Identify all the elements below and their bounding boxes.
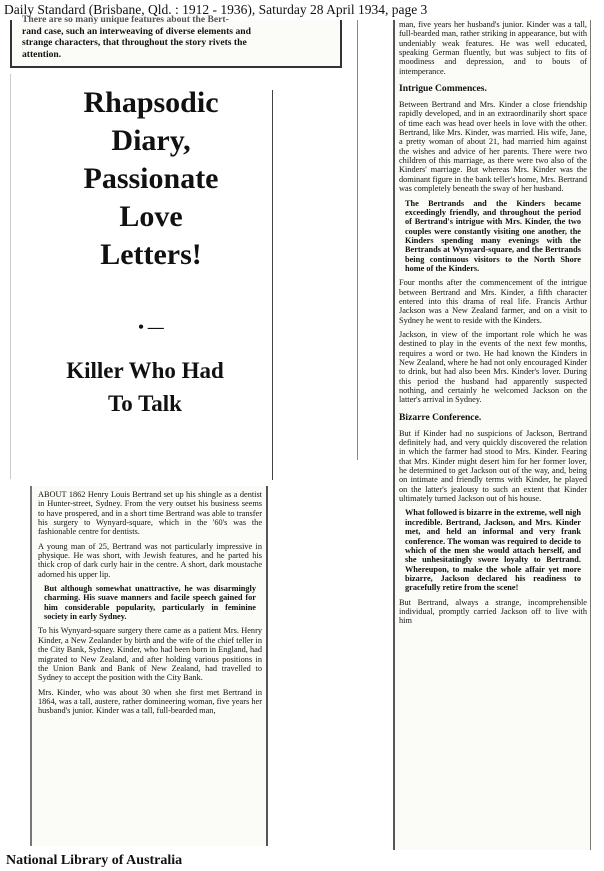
footer-credit: National Library of Australia [6,853,183,868]
headline-line: Diary, [111,124,191,157]
page-header: Daily Standard (Brisbane, Qld. : 1912 - 1936), Saturday 28 April 1934, page 3 [4,2,428,17]
headline-line: Passionate [83,162,219,195]
paragraph: Mrs. Kinder, who was about 30 when she first met Bertrand in 1864, was a tall, austere, rather domineering woman, five years her husband's junior. Kinder was a tall, full-bearded man, [38,687,262,716]
headline-line: Letters! [100,238,202,271]
paragraph: Jackson, in view of the important role which he was destined to play in the events of the next few months, requires a word or two. He had known the Kinders in New Zealand, where he had not only encouraged Kinder to drink, but had also been Mrs. Kinder's lover. During this period the husband had apparently suspected nothing, and certainly he welcomed Jackson on the latter's arrival in Sydney. [399,329,587,405]
headline-line: Love [119,200,183,233]
headline-line: Rhapsodic [83,86,219,119]
paragraph: Between Bertrand and Mrs. Kinder a close friendship rapidly developed, and in an extraordinarily short space of time each was head over heels in love with the other. Bertrand, like Mrs. Kinder, was married. His wife, Jane, a pretty woman of about 21, had married him against the wishes and advice of her parents. There were two children of this marriage, as there were two also of the Kinders' marriage. But whereas Mrs. Kinder was the dominant figure in the bank teller's home, Mrs. Bertrand was completely beneath the sway of her husband. [399,100,587,194]
paragraph: man, five years her husband's junior. Kinder was a tall, full-bearded man, rather striking in appearance, but with undeniably weak features. He was well educated, speaking German fluently, but was subject to fits of moodiness and depression, and to bouts of intemperance. [399,20,587,76]
right-article [393,20,591,850]
section-heading: Intrigue Commences. [399,83,487,95]
section-heading: Bizarre Conference. [399,411,482,423]
top-clipping [10,14,342,68]
column-rule [357,20,358,460]
left-article [30,486,268,846]
subheadline-line: To Talk [108,391,182,416]
top-clip-line: There are so many unique features about the Bert- [22,14,229,25]
top-clip-line: strange characters, that throughout the story rivets the [22,37,247,48]
top-clip-line: rand case, such an interweaving of diverse elements and [22,25,251,37]
paragraph: A young man of 25, Bertrand was not particularly impressive in physique. He was short, with Jewish features, and he parted his thick crop of dark curly hair in the centre. A short, dark moustache adorned his upper lip. [38,541,262,579]
paragraph: The Bertrands and the Kinders became exceedingly friendly, and throughout the period of Bertrand's intrigue with Mrs. Kinder, the two couples were constantly visiting one another, the Kinders spending many evenings with the Bertrands at Wynyard-square, and the Bertrands being continuous visitors to the North Shore home of the Kinders. [405,198,581,273]
paragraph: ABOUT 1862 Henry Louis Bertrand set up his shingle as a dentist in Hunter-street, Sydney. From the very outset his business seems to have prospered, and in a short time Bertrand was able to transfer his surgery to Wynyard-square, which in the '60's was the fashionable centre for dentists. [38,490,262,537]
paragraph: To his Wynyard-square surgery there came as a patient Mrs. Henry Kinder, a New Zealander by birth and the wife of the chief teller in the City Bank, Sydney. Kinder, who had been born in England, had migrated to New Zealand, and after holding various positions in the Union Bank and Bank of New Zealand, had travelled to Sydney to accept the position with the City Bank. [38,626,262,683]
top-clip-line: attention. [22,48,62,60]
paragraph: What followed is bizarre in the extreme, well nigh incredible. Bertrand, Jackson, and Mrs. Kinder met, and held an informal and very frank conference. The woman was required to decide to which of the men she would attach herself, and she unhesitatingly swore loyalty to Bertrand. Whereupon, to make the whole affair yet more bizarre, Jackson declared his readiness to gracefully retire from the scene! [405,508,581,593]
paragraph: But Bertrand, always a strange, incomprehensible individual, promptly carried Jackson off to live with him [399,597,587,626]
headline-block [10,74,273,479]
column-rule [272,90,273,480]
subheadline-line: Killer Who Had [66,358,224,383]
paragraph: But although somewhat unattractive, he was disarmingly charming. His suave manners and facile speech gained for him considerable popularity, particularly in feminine society in early Sydney. [44,584,256,622]
paragraph: But if Kinder had no suspicions of Jackson, Bertrand definitely had, and very quickly discovered the relation in which the farmer had stood to Mrs. Kinder. Fearing that Mrs. Kinder might desert him for her former lover, he determined to get Jackson out of the way, and, being on intimate and friendly terms with Kinder, he played on the latter's jealousy to such an extent that Kinder ultimately turned Jackson out of his house. [399,428,587,504]
paragraph: Four months after the commencement of the intrigue between Bertrand and Mrs. Kinder, a fifth character entered into this drama of real life. Francis Arthur Jackson was a New Zealand farmer, and on a visit to Sydney he went to reside with the Kinders. [399,278,587,325]
headline-separator: • — [138,319,164,336]
